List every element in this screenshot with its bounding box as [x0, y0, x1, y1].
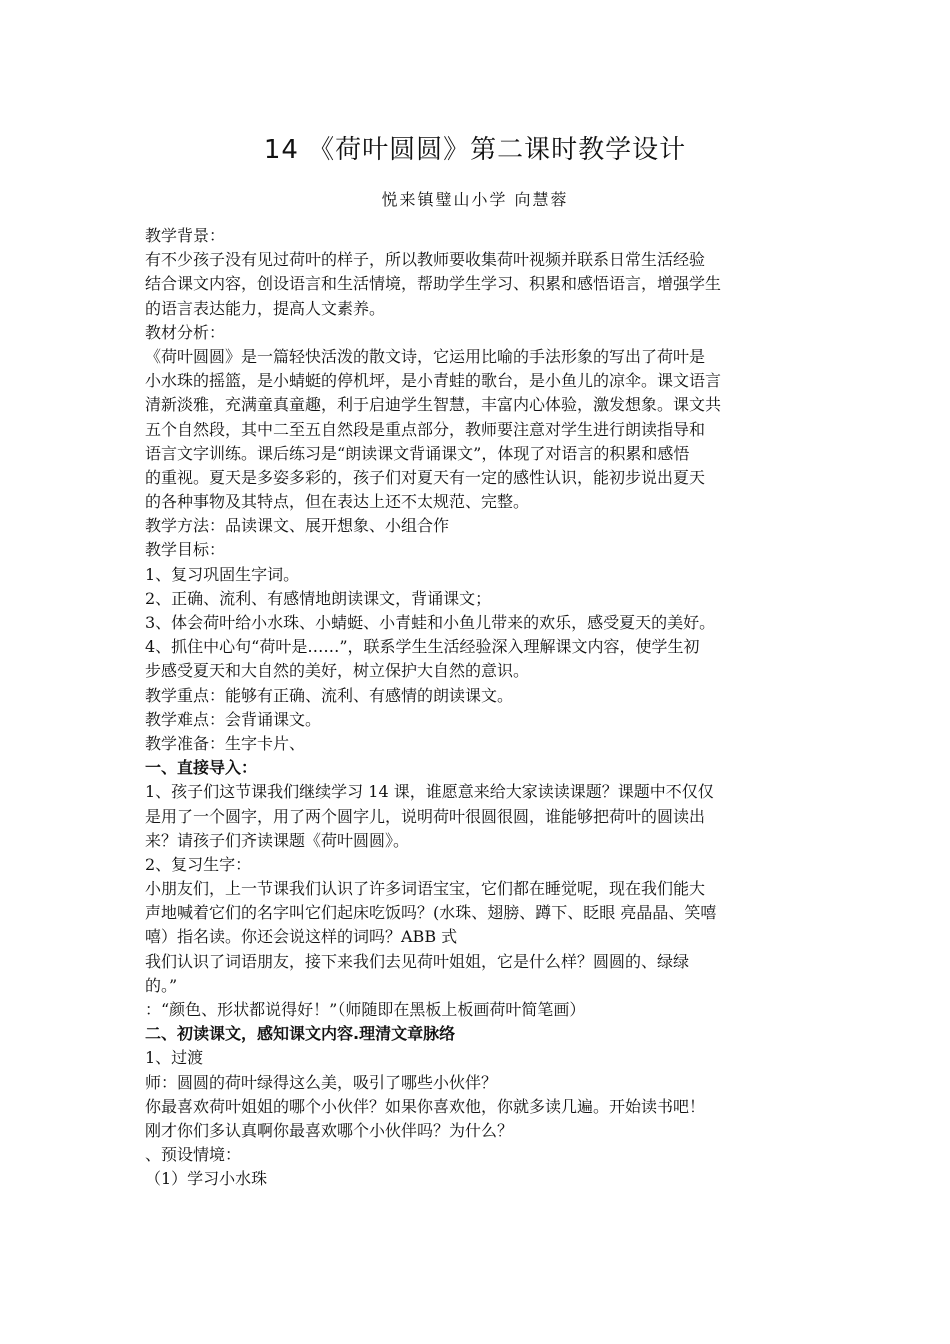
text-line: 教学背景：	[145, 226, 226, 245]
text-line: 嘻）指名读。你还会说这样的词吗？ABB 式	[145, 927, 458, 947]
document-body	[145, 224, 809, 1192]
document-title: 14 《荷叶圆圆》第二课时教学设计	[263, 135, 687, 165]
text-line: 的。”	[145, 975, 178, 995]
text-line: 的各种事物及其特点，但在表达上还不太规范、完整。	[145, 492, 530, 512]
text-line: 步感受夏天和大自然的美好，树立保护大自然的意识。	[145, 661, 530, 681]
text-line: 教学准备：生字卡片、	[145, 733, 306, 753]
text-line: 1、复习巩固生字词。	[145, 564, 300, 584]
text-line: 教学目标：	[145, 540, 226, 560]
text-line: 你最喜欢荷叶姐姐的哪个小伙伴？如果你喜欢他，你就多读几遍。开始读书吧！	[145, 1096, 706, 1116]
text-line: 教学重点：能够有正确、流利、有感情的朗读课文。	[145, 685, 514, 705]
text-line: 教学方法：品读课文、展开想象、小组合作	[145, 516, 450, 536]
text-line: 声地喊着它们的名字叫它们起床吃饭吗？(水珠、翅膀、蹲下、眨眼 亮晶晶、笑嘻	[145, 903, 717, 923]
text-line: 的重视。夏天是多姿多彩的，孩子们对夏天有一定的感性认识，能初步说出夏天	[145, 467, 706, 487]
text-line: 小水珠的摇篮，是小蜻蜓的停机坪，是小青蛙的歌台，是小鱼儿的凉伞。课文语言	[145, 371, 722, 391]
text-line: 来？请孩子们齐读课题《荷叶圆圆》。	[145, 830, 410, 850]
text-line: 、预设情境：	[145, 1145, 242, 1165]
text-line: 4、抓住中心句“荷叶是……”，联系学生生活经验深入理解课文内容，使学生初	[145, 637, 700, 657]
text-line: 3、体会荷叶给小水珠、小蜻蜓、小青蛙和小鱼儿带来的欢乐，感受夏天的美好。	[145, 613, 716, 632]
section-heading: 二、初读课文，感知课文内容.理清文章脉络	[145, 1024, 456, 1044]
text-line: 清新淡雅，充满童真童趣，利于启迪学生智慧，丰富内心体验，激发想象。课文共	[145, 395, 722, 415]
text-line: 五个自然段，其中二至五自然段是重点部分，教师要注意对学生进行朗读指导和	[145, 419, 706, 439]
text-line: 我们认识了词语朋友，接下来我们去见荷叶姐姐，它是什么样？圆圆的、绿绿	[145, 951, 690, 971]
text-line: 师：圆圆的荷叶绿得这么美，吸引了哪些小伙伴？	[145, 1072, 498, 1092]
text-line: 语言文字训练。课后练习是“朗读课文背诵课文”，体现了对语言的积累和感悟	[145, 443, 690, 463]
text-line: 1、孩子们这节课我们继续学习 14 课，谁愿意来给大家读读课题？课题中不仅仅	[145, 782, 714, 802]
text-line: 的语言表达能力，提高人文素养。	[145, 298, 386, 318]
document-author: 悦来镇璧山小学 向慧蓉	[381, 190, 569, 209]
text-line: 教材分析：	[145, 322, 226, 342]
text-line: 1、过渡	[145, 1048, 204, 1068]
text-line: 刚才你们多认真啊你最喜欢哪个小伙伴吗？为什么？	[145, 1120, 514, 1140]
text-line: 结合课文内容，创设语言和生活情境，帮助学生学习、积累和感悟语言，增强学生	[145, 274, 722, 294]
text-line: ：“颜色、形状都说得好！”（师随即在黑板上板画荷叶简笔画）	[145, 1000, 586, 1019]
text-line: 2、正确、流利、有感情地朗读课文，背诵课文；	[145, 588, 492, 608]
text-line: 小朋友们，上一节课我们认识了许多词语宝宝，它们都在睡觉呢，现在我们能大	[145, 879, 706, 899]
text-line: 2、复习生字：	[145, 854, 252, 874]
text-line: （1）学习小水珠	[145, 1169, 268, 1189]
text-line: 《荷叶圆圆》是一篇轻快活泼的散文诗，它运用比喻的手法形象的写出了荷叶是	[145, 346, 706, 366]
text-line: 是用了一个圆字，用了两个圆字儿，说明荷叶很圆很圆，谁能够把荷叶的圆读出	[145, 806, 706, 826]
section-heading: 一、直接导入：	[145, 758, 258, 778]
text-line: 有不少孩子没有见过荷叶的样子，所以教师要收集荷叶视频并联系日常生活经验	[145, 250, 706, 270]
text-line: 教学难点：会背诵课文。	[145, 709, 322, 729]
